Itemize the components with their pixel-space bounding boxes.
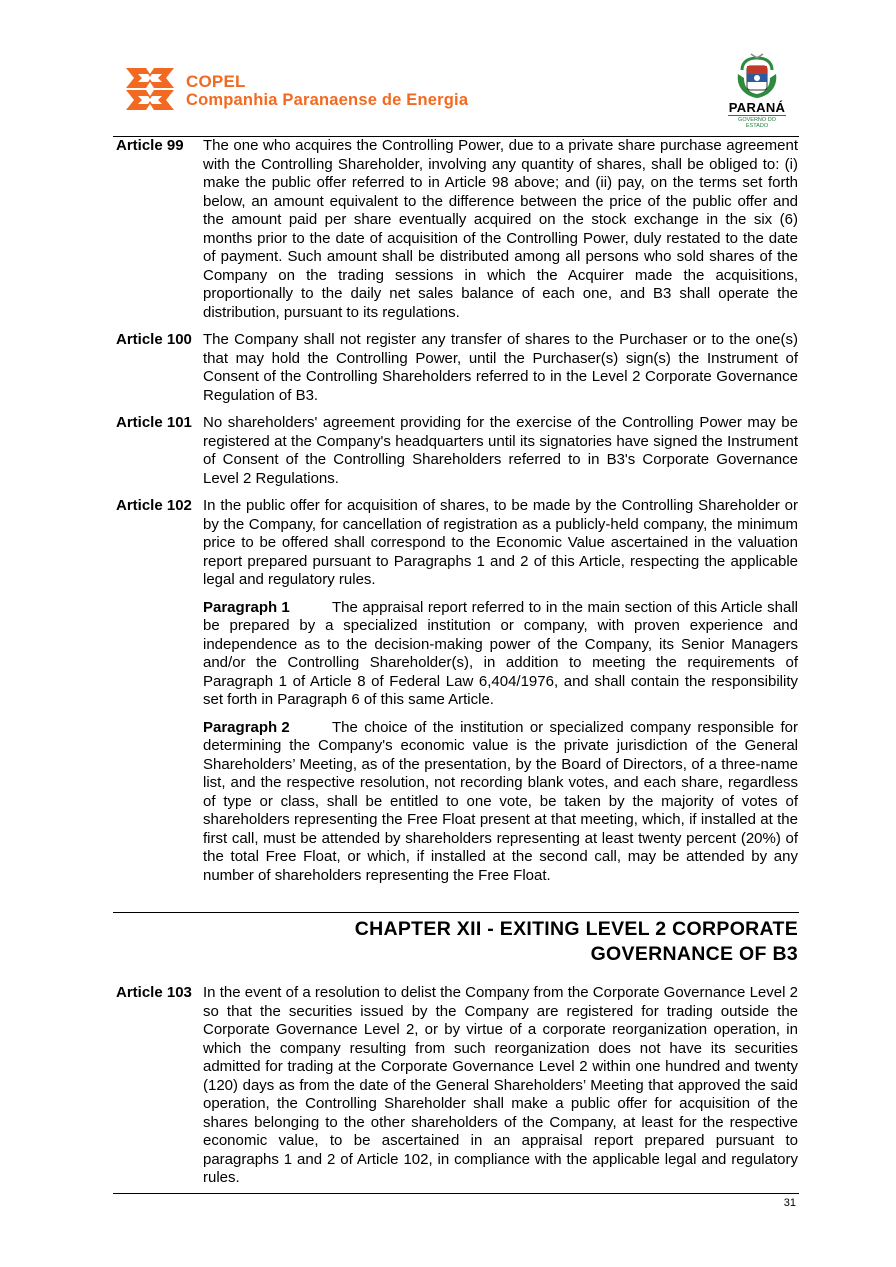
paragraph-text: The appraisal report referred to in the main section of this Article shall be prepared by a specialized institution or company, with proven experience and independence as to the decision-making power of the Company, its Senior Managers and/or the Controlling Shareholder(s), in addition to meeting the requirements of Paragraph 1 of Article 8 of Federal Law 6,404/1976, and shall contain the responsibility set forth in Paragraph 6 of this same Article. bbox=[203, 598, 798, 708]
article-103 bbox=[116, 984, 798, 1188]
chapter-articles bbox=[116, 984, 798, 1197]
article-label: Article 103 bbox=[116, 984, 192, 1001]
article-text: No shareholders' agreement providing for the exercise of the Controlling Power may be registered at the Company's headquarters until its signatories have signed the Instrument of Consent of the Controlling Shareholders referred to in B3's Corporate Governance Level 2 Regulations. bbox=[203, 414, 798, 487]
copel-logo-icon bbox=[124, 66, 176, 112]
parana-coat-of-arms bbox=[722, 52, 792, 129]
company-short-name: COPEL bbox=[186, 72, 246, 91]
paragraph-1 bbox=[203, 599, 798, 710]
chapter-title-line2: GOVERNANCE OF B3 bbox=[590, 943, 798, 965]
article-label: Article 99 bbox=[116, 137, 184, 154]
article-label: Article 102 bbox=[116, 497, 192, 514]
article-text: In the event of a resolution to delist the Company from the Corporate Governance Level 2 so that the securities issued by the Company are registered for trading outside the Corporate Governance Level 2, or by virtue of a corporate reorganization operation, in which the company resulting from such reorganization does not have its securities admitted for trading at the Corporate Governance Level 2 within one hundred and twenty (120) days as from the date of the General Shareholders’ Meeting that approved the said operation, the Controlling Shareholder shall make a public offer for acquisition of the shares belonging to the other shareholders of the Company, at least for the respective economic value, to be ascertained in an appraisal report prepared pursuant to paragraphs 1 and 2 of Article 102, in compliance with the applicable legal and regulatory rules. bbox=[203, 984, 798, 1186]
footer-divider bbox=[113, 1193, 799, 1194]
chapter-heading bbox=[355, 917, 798, 967]
articles-section bbox=[116, 137, 798, 894]
paragraph-2 bbox=[203, 719, 798, 886]
company-name bbox=[186, 72, 468, 110]
paragraph-label: Paragraph 1 bbox=[203, 598, 290, 616]
article-101 bbox=[116, 414, 798, 488]
article-body bbox=[203, 497, 798, 885]
article-text: The Company shall not register any transfer of shares to the Purchaser or to the one(s) that may hold the Controlling Power, until the Purchaser(s) sign(s) the Instrument of Consent of the Controlling Shareholders referred to in the Level 2 Corporate Governance Regulation of B3. bbox=[203, 331, 798, 404]
article-text: In the public offer for acquisition of shares, to be made by the Controlling Shareholder or by the Company, for cancellation of registration as a publicly-held company, the minimum price to be offered shall correspond to the Economic Value ascertained in the valuation report prepared pursuant to Paragraphs 1 and 2 of this Article, respecting the applicable legal and regulatory rules. bbox=[203, 497, 798, 588]
state-subtitle: GOVERNO DO ESTADO bbox=[728, 115, 786, 129]
article-102 bbox=[116, 497, 798, 885]
state-name: PARANÁ bbox=[728, 100, 786, 115]
paragraph-text: The choice of the institution or specialized company responsible for determining the Company's economic value is the private jurisdiction of the General Shareholders’ Meeting, as of the presentation, by the Board of Directors, of a three-name list, and the respective resolution, not recording blank votes, and each share, regardless of type or class, shall be entitled to one vote, be taken by the majority of votes of shareholders representing the Free Float present at that meeting, which, if installed at the first call, must be attended by shareholders representing at least twenty percent (20%) of the total Free Float, or which, if installed at the second call, may be attended by any number of shareholders representing the Free Float. bbox=[203, 718, 798, 884]
paragraph-label: Paragraph 2 bbox=[203, 718, 290, 736]
article-label: Article 101 bbox=[116, 414, 192, 431]
company-full-name: Companhia Paranaense de Energia bbox=[186, 91, 469, 109]
coat-of-arms-icon bbox=[734, 52, 780, 100]
chapter-divider bbox=[113, 912, 799, 913]
page-number: 31 bbox=[783, 1197, 796, 1209]
chapter-title-line1: CHAPTER XII - EXITING LEVEL 2 CORPORATE bbox=[354, 918, 798, 940]
article-label: Article 100 bbox=[116, 331, 192, 348]
article-100 bbox=[116, 331, 798, 405]
article-text: The one who acquires the Controlling Power, due to a private share purchase agreement with the Controlling Shareholder, involving any quantity of shares, shall be obliged to: (i) make the public offer referred to in Article 98 above; and (ii) pay, on the terms set forth below, an amount equivalent to the difference between the price of the public offer and the amount paid per share eventually acquired on the stock exchange in the six (6) months prior to the date of acquisition of the Controlling Power, duly restated to the date of payment. Such amount shall be distributed among all persons who sold shares of the Company on the trading sessions in which the Acquirer made the acquisitions, proportionally to the daily net sales balance of each one, and B3 shall operate the distribution, pursuant to its regulations. bbox=[203, 137, 798, 321]
article-99 bbox=[116, 137, 798, 322]
